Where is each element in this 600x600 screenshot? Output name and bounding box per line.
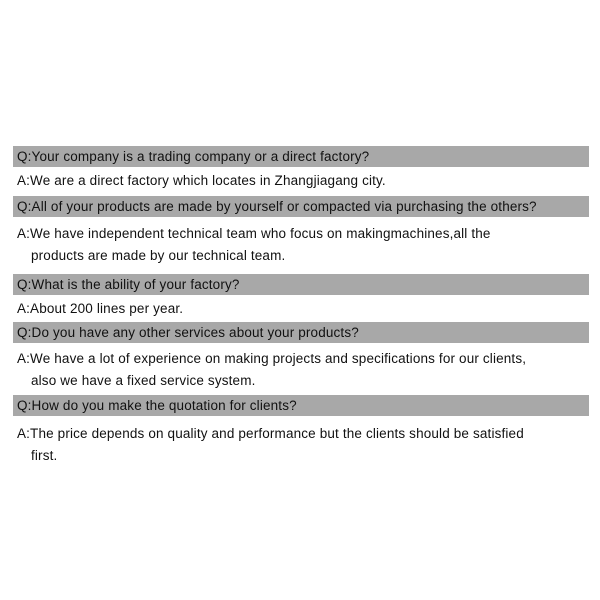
faq-question-4: Q:Do you have any other services about your products?	[13, 322, 589, 343]
faq-answer-line: also we have a fixed service system.	[31, 373, 256, 388]
faq-answer-line: A:About 200 lines per year.	[17, 301, 184, 316]
faq-answer-2	[13, 217, 589, 274]
faq-answer-line: A:We have independent technical team who focus on makingmachines,all the	[17, 226, 491, 241]
faq-question-5: Q:How do you make the quotation for clients?	[13, 395, 589, 416]
faq-answer-line: A:We are a direct factory which locates in Zhangjiagang city.	[17, 173, 386, 188]
faq-answer-line: first.	[31, 448, 58, 463]
faq-answer-4	[13, 343, 589, 395]
faq-answer-line: A:We have a lot of experience on making projects and specifications for our clients,	[17, 351, 527, 366]
faq-answer-5	[13, 416, 589, 467]
faq-answer-line: products are made by our technical team.	[31, 248, 286, 263]
faq-answer-3	[13, 295, 589, 322]
faq-answer-1	[13, 167, 589, 196]
faq-question-3: Q:What is the ability of your factory?	[13, 274, 589, 295]
faq-section	[13, 146, 589, 467]
faq-answer-line: A:The price depends on quality and performance but the clients should be satisfied	[17, 426, 524, 441]
faq-question-1: Q:Your company is a trading company or a direct factory?	[13, 146, 589, 167]
faq-question-2: Q:All of your products are made by yourself or compacted via purchasing the others?	[13, 196, 589, 217]
